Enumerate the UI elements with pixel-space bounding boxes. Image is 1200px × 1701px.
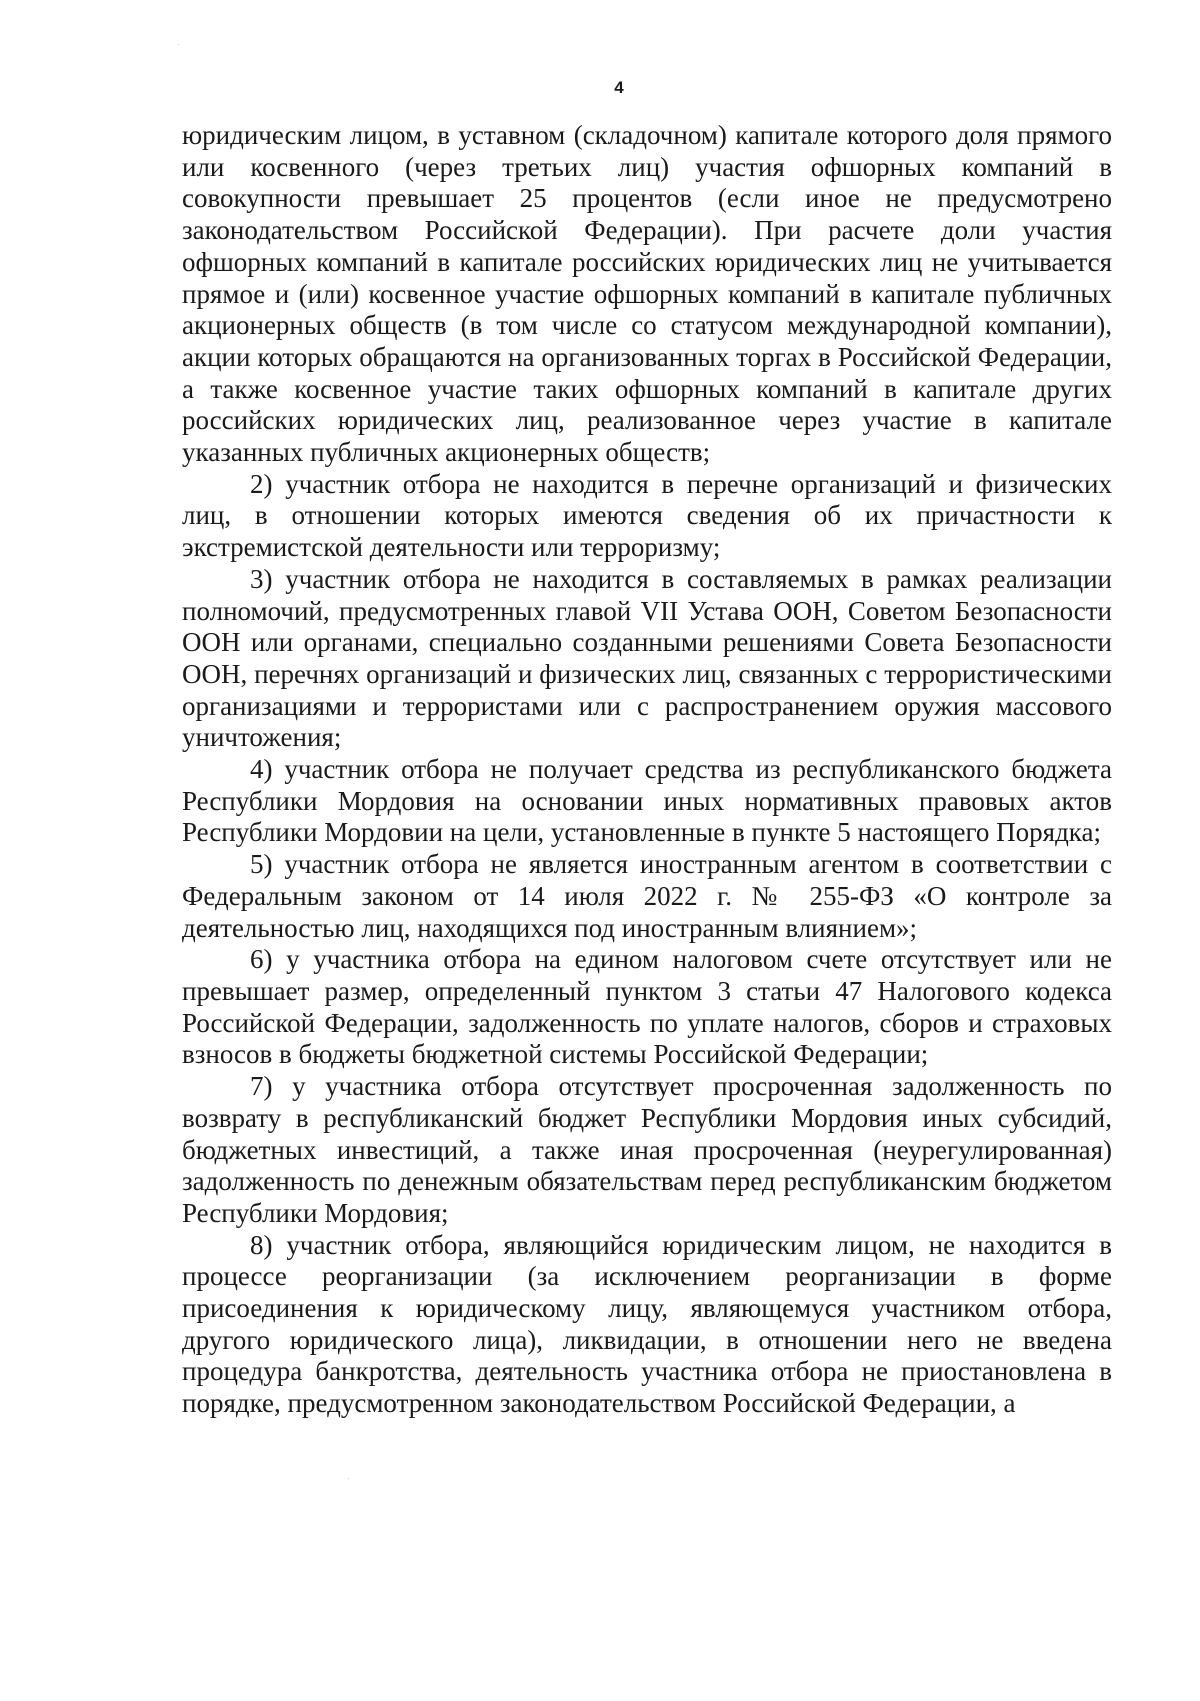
scan-speck	[348, 1478, 349, 1479]
paragraph-item-8: 8) участник отбора, являющийся юридическим лицом, не находится в процессе реорганизации (за исключением реорганизации в форме присоединения к юридическому лицу, являющемуся участником отбора, другого юридического лица), ликвидации, в отношении него не введена процедура банкротства, деятельность участника отбора не приостановлена в порядке, предусмотренном законодательством Российской Федерации, а	[182, 1229, 1112, 1419]
paragraph-continuation: юридическим лицом, в уставном (складочном) капитале которого доля прямого или косвенного (через третьих лиц) участия офшорных компаний в совокупности превышает 25 процентов (если иное не предусмотрено законодательством Российской Федерации). При расчете доли участия офшорных компаний в капитале российских юридических лиц не учитывается прямое и (или) косвенное участие офшорных компаний в капитале публичных акционерных обществ (в том числе со статусом международной компании), акции которых обращаются на организованных торгах в Российской Федерации, а также косвенное участие таких офшорных компаний в капитале других российских юридических лиц, реализованное через участие в капитале указанных публичных акционерных обществ;	[182, 120, 1112, 468]
paragraph-item-6: 6) у участника отбора на едином налоговом счете отсутствует или не превышает размер, определенный пунктом 3 статьи 47 Налогового кодекса Российской Федерации, задолженность по уплате налогов, сборов и страховых взносов в бюджеты бюджетной системы Российской Федерации;	[182, 944, 1112, 1070]
paragraph-item-2: 2) участник отбора не находится в перечне организаций и физических лиц, в отношении которых имеются сведения об их причастности к экстремистской деятельности или терроризму;	[182, 468, 1112, 563]
paragraph-item-3: 3) участник отбора не находится в составляемых в рамках реализации полномочий, предусмотренных главой VII Устава ООН, Советом Безопасности ООН или органами, специально созданными решениями Совета Безопасности ООН, перечнях организаций и физических лиц, связанных с террористическими организациями и террористами или с распространением оружия массового уничтожения;	[182, 563, 1112, 753]
paragraph-item-5: 5) участник отбора не является иностранным агентом в соответствии с Федеральным законом от 14 июля 2022 г. № 255-ФЗ «О контроле за деятельностью лиц, находящихся под иностранным влиянием»;	[182, 849, 1112, 943]
scan-speck	[178, 44, 179, 45]
paragraph-item-7: 7) у участника отбора отсутствует просроченная задолженность по возврату в республиканский бюджет Республики Мордовия иных субсидий, бюджетных инвестиций, а также иная просроченная (неурегулированная) задолженность по денежным обязательствам перед республиканским бюджетом Республики Мордовия;	[182, 1071, 1112, 1228]
paragraph-item-4: 4) участник отбора не получает средства из республиканского бюджета Республики Мордовия на основании иных нормативных правовых актов Республики Мордовии на цели, установленные в пункте 5 настоящего Порядка;	[182, 754, 1112, 848]
page-number: 4	[614, 78, 624, 97]
document-body	[182, 120, 1112, 1420]
